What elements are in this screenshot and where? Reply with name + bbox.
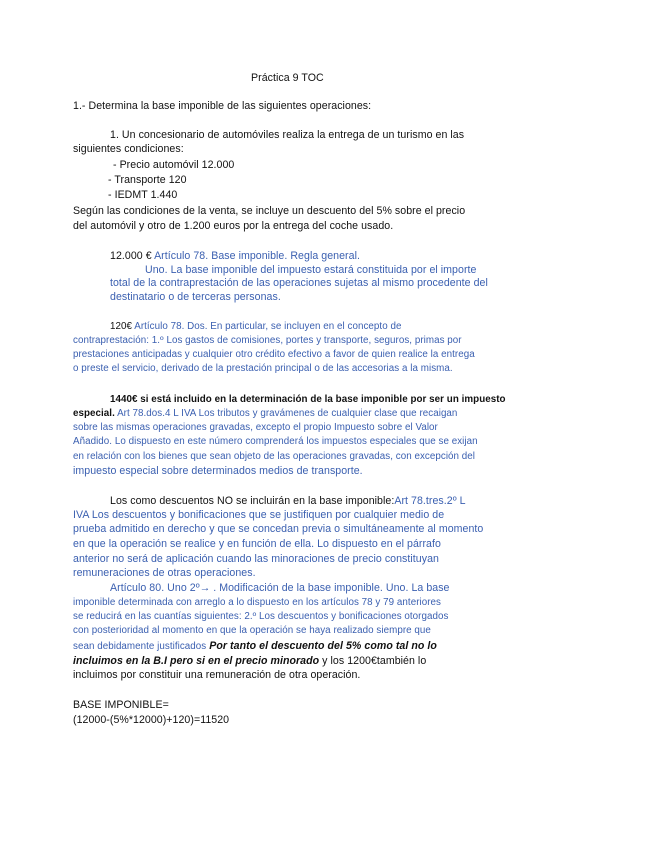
result-formula: (12000-(5%*12000)+120)=11520: [73, 714, 230, 726]
p3-line-1: 1440€ si está incluido en la determinación de la base imponible por ser un impuesto: [110, 394, 506, 405]
statement-line-2: siguientes condiciones:: [73, 143, 184, 155]
p5-line: Artículo 80. Uno 2º→ . Modificación de la base imponible. Uno. La base: [110, 582, 450, 594]
p4-line: prueba admitido en derecho y que se concedan previa o simultáneamente al momento: [73, 523, 484, 535]
p5-blue-text: sean debidamente justificados: [73, 641, 207, 652]
p5-line: imponible determinada con arreglo a lo dispuesto en los artículos 78 y 79 anteriores: [73, 597, 441, 608]
p4-line: remuneraciones de otras operaciones.: [73, 567, 256, 579]
p4-line-1: [110, 494, 466, 508]
p2-line-1: [110, 320, 401, 334]
p3-line: Añadido. Lo dispuesto en este número comprenderá los impuestos especiales que se exijan: [73, 436, 478, 447]
p5-italic-text: Por tanto el descuento del 5% como tal no lo: [206, 640, 437, 652]
p5-line: con posterioridad al momento en que la operación se haya realizado siempre que: [73, 625, 431, 636]
result-label: BASE IMPONIBLE=: [73, 699, 169, 711]
p2-line: contraprestación: 1.º Los gastos de comisiones, portes y transporte, seguros, primas por: [73, 335, 462, 346]
page-title: Práctica 9 TOC: [251, 72, 324, 84]
p3-text: especial.: [73, 408, 115, 419]
p3-line: impuesto especial sobre determinados medios de transporte.: [73, 465, 363, 477]
p4-line: en que la operación se realice y en función de ella. Lo dispuesto en el párrafo: [73, 538, 441, 550]
p2-line: prestaciones anticipadas y cualquier otro crédito efectivo a favor de quien realice la entrega: [73, 349, 475, 360]
p4-reference: Art 78.tres.2º L: [394, 495, 466, 507]
p1-line: destinatario o de terceras personas.: [110, 291, 281, 303]
p5-line: se reducirá en las cuantías siguientes: 2.º Los descuentos y bonificaciones otorgados: [73, 611, 449, 622]
p1-amount: 12.000 €: [110, 250, 152, 262]
p5-rest-text: y los 1200€también lo: [319, 655, 427, 667]
p1-line-1: [110, 249, 360, 263]
p2-line: o preste el servicio, derivado de la prestación principal o de las accesorias a la misma.: [73, 363, 453, 374]
p3-line: sobre las mismas operaciones gravadas, excepto el propio Impuesto sobre el Valor: [73, 422, 438, 433]
p4-line: IVA Los descuentos y bonificaciones que se justifiquen por cualquier medio de: [73, 509, 445, 521]
p5-line-5: [73, 639, 437, 654]
p3-line: en relación con los bienes que sean objeto de las operaciones gravadas, con excepción del: [73, 451, 476, 462]
statement-line-4: del automóvil y otro de 1.200 euros por la entrega del coche usado.: [73, 220, 394, 232]
statement-line-1: 1. Un concesionario de automóviles realiza la entrega de un turismo en las: [110, 129, 465, 141]
p3-reference: Art 78.dos.4 L IVA Los tributos y gravámenes de cualquier clase que recaigan: [117, 408, 458, 419]
statement-item: - Transporte 120: [108, 174, 187, 186]
question: 1.- Determina la base imponible de las siguientes operaciones:: [73, 100, 372, 112]
p3-line-2: [73, 407, 457, 421]
p1-line: total de la contraprestación de las operaciones sujetas al mismo procedente del: [110, 277, 488, 289]
p5-line-6: [73, 654, 426, 668]
p5-line-7: incluimos por constituir una remuneración de otra operación.: [73, 669, 361, 681]
p4-text: Los como descuentos NO se incluirán en la base imponible:: [110, 495, 395, 507]
p1-reference: Artículo 78. Base imponible. Regla general.: [154, 250, 360, 262]
p2-amount: 120€: [110, 321, 132, 332]
p1-line: Uno. La base imponible del impuesto estará constituida por el importe: [145, 264, 477, 276]
statement-item: - Precio automóvil 12.000: [113, 159, 235, 171]
p5-italic-text-2: incluimos en la B.I pero si en el precio minorado: [73, 655, 320, 667]
statement-item: - IEDMT 1.440: [108, 189, 178, 201]
p2-reference: Artículo 78. Dos. En particular, se incluyen en el concepto de: [134, 321, 402, 332]
p4-line: anterior no será de aplicación cuando las minoraciones de precio constituyan: [73, 553, 439, 565]
statement-line-3: Según las condiciones de la venta, se incluye un descuento del 5% sobre el precio: [73, 205, 466, 217]
